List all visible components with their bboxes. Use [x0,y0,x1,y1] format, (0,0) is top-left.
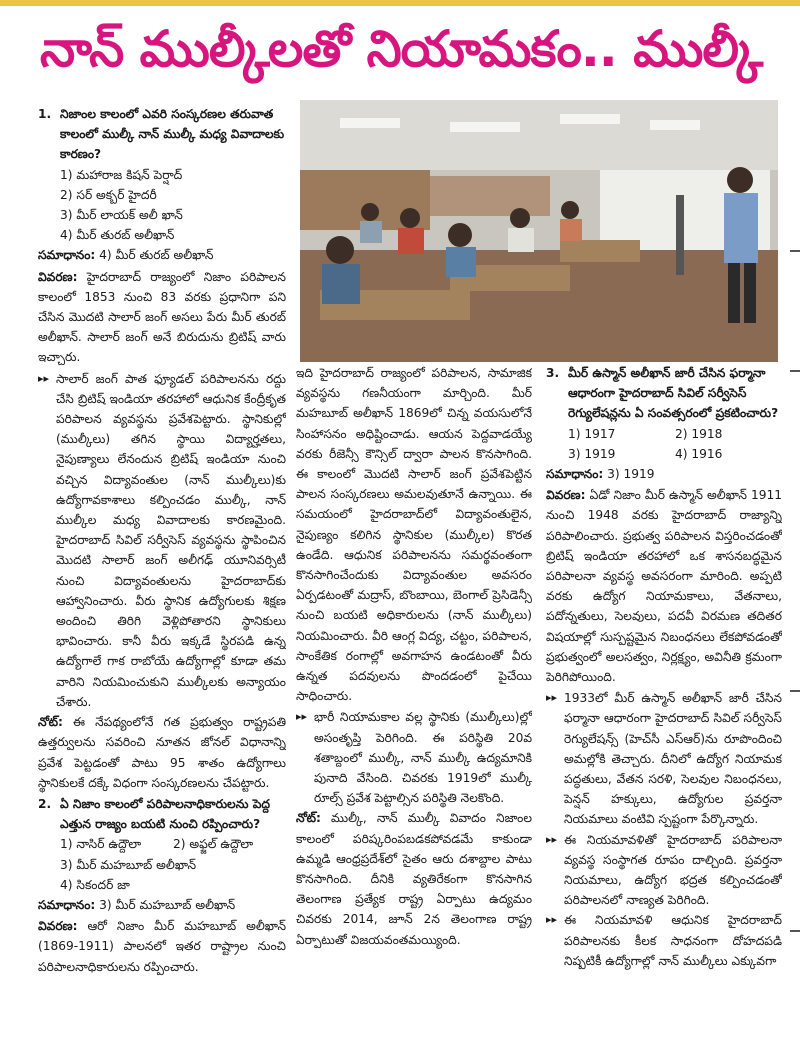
edge-mark [790,930,800,932]
answer-text: 4) మీర్ తురబ్ అలీఖాన్ [99,248,214,263]
question-number: 3. [546,366,560,380]
paragraph: ఇది హైదరాబాద్ రాజ్యంలో పరిపాలన, సామాజిక వ్యవస్థను గణనీయంగా మార్చింది. మీర్ మహబూబ్ అలీఖాన్ 1869లో చిన్న వయసులోనే సింహాసనం అధిష్టించాడు. ఆయన పెద్దవాడయ్యే వరకు రీజెన్సీ కౌన్సిల్ ద్వారా పాలన కొనసాగింది. ఈ కాలంలో మొదటి సాలార్ జంగ్ ప్రవేశపెట్టిన పాలన సంస్కరణలు అమలవుతూనే ఉన్నాయి. ఈ సమయంలో హైదరాబాద్‌లో విద్యావంతులైన, నైపుణ్యం కలిగిన స్థానికుల (ముల్కీల) కొరత ఉండేది. ఆధునిక పరిపాలనను సమర్థవంతంగా కొనసాగించేందుకు విద్యావంతుల అవసరం ఏర్పడటంతో మద్రాస్, బొంబాయి, బెంగాల్ ప్రెసిడెన్సీ నుంచి బయటి అధికారులను (నాన్ ముల్కీలు) నియమించారు. వీరి ఆంగ్ల విద్య, చట్టం, పరిపాలన, సాంకేతిక రంగాల్లో అవగాహన ఉండటంతో వీరు ఉన్నత పదవులను పొందడంలో పైచేయి సాధించారు. [296,366,532,704]
note [38,712,286,793]
page-headline: నాన్ ముల్కీలతో నియామకం.. ముల్కీ [40,20,763,78]
answer-label: సమాధానం: [546,467,604,482]
page-edge-strip [786,100,800,1034]
options-row [546,424,782,444]
bullet-text: సాలార్ జంగ్ పాత ఫ్యూడల్ పరిపాలనను రద్దు చేసి బ్రిటిష్ ఇండియా తరహాలో ఆధునిక కేంద్రీకృత పరిపాలన వ్యవస్థను ప్రవేశపెట్టారు. స్థానికుల్లో (ముల్కీలు) తగిన స్థాయి విద్యార్హతలు, నైపుణ్యాలు లేనందున బ్రిటిష్ ఇండియా నుంచి వచ్చిన విద్యావంతుల (నాన్ ముల్కీలు)కు ఉద్యోగావకాశాలు కల్పించడం ముల్కీ, నాన్ ముల్కీల మధ్య వివాదాలకు కారణమైంది. హైదరాబాద్ సివిల్ సర్వీసెస్ వ్యవస్థను స్థాపించిన మొదటి సాలార్ జంగ్ అలీగఢ్ యూనివర్సిటీ నుంచి విద్యావంతులను హైదరాబాద్‌కు ఆహ్వానించారు. వీరు స్థానిక ఉద్యోగులకు శిక్షణ అందించి తిరిగి వెళ్లిపోతారని స్థానికులు భావించారు. కానీ వీరు ఇక్కడే స్థిరపడి ఉన్న ఉద్యోగాలే గాక రాబోయే ఉద్యోగాల్లో కూడా తమ వారిని నియమించుకుని ముల్కీలకు అన్యాయం చేశారు. [56,371,286,709]
bullet-text: ఈ నియమావళి ఆధునిక హైదరాబాద్ పరిపాలనకు కీలక సాధనంగా దోహదపడి నిష్పటికీ ఉద్యోగాల్లో నాన్ ముల్కీలు ఎక్కువగా [564,913,782,968]
option-2: 2) అఫ్జల్ ఉద్దౌలా [173,837,254,852]
question-number: 2. [38,796,52,811]
question-text: ఏ నిజాం కాలంలో పరిపాలనాధికారులను పెద్ద ఎత్తున రాజ్యం బయటి నుంచి రప్పించారు? [60,796,270,832]
option-4: 4) 1916 [675,446,723,461]
question-1 [38,104,286,165]
option-1: 1) 1917 [568,426,616,441]
bullet-text: ఈ నియమావళితో హైదరాబాద్ పరిపాలనా వ్యవస్థ సంస్థాగత రూపం దాల్చింది. ప్రవర్తనా నియమాలు, ఉద్యోగ భద్రత కల్పించడంతో పరిపాలనలో నాణ్యత పెరిగింది. [564,832,782,908]
edge-mark [790,370,800,372]
answer-line [38,245,286,265]
bullet-paragraph [38,369,286,712]
column-1 [38,104,286,1034]
classroom-photo [300,100,778,362]
question-3 [546,363,782,424]
explanation-label: వివరణ: [38,919,78,934]
question-text: మీర్ ఉస్మాన్ అలీఖాన్ జారీ చేసిన ఫర్మానా ఆధారంగా హైదరాబాద్ సివిల్ సర్వీసెస్ రెగ్యులేషన్లను ఏ సంవత్సరంలో ప్రకటించారు? [568,366,779,421]
explanation-label: వివరణ: [38,269,78,284]
answer-label: సమాధానం: [38,248,96,263]
answer-text: 3) 1919 [607,467,655,482]
question-text: నిజాంల కాలంలో ఎవరి సంస్కరణల తరువాత కాలంలో ముల్కీ నాన్ ముల్కీ మధ్య వివాదాలకు కారణం? [60,107,285,162]
explanation-text: ఆరో నిజాం మీర్ మహబూబ్ అలీఖాన్ (1869-1911) పాలనలో ఇతర రాష్ట్రాల నుంచి పరిపాలనాధికారులను రప్పించారు. [38,919,286,974]
note-label: నోట్: [38,715,63,730]
option-3: 3) మీర్ మహబూబ్ అలీఖాన్ [60,857,197,872]
column-2 [296,363,532,1034]
explanation-text: హైదరాబాద్ రాజ్యంలో నిజాం పరిపాలన కాలంలో 1853 నుంచి 83 వరకు ప్రధానిగా పని చేసిన మొదటి సాలార్ జంగ్ అసలు పేరు మీర్ తురబ్ అలీఖాన్. సాలార్ జంగ్ అనే బిరుదును బ్రిటిష్ వారు ఇచ్చారు. [38,269,286,365]
note-text: ముల్కీ, నాన్ ముల్కీ వివాదం నిజాంల కాలంలో పరిష్కరింపబడకపోవడమే కాకుండా ఉమ్మడి ఆంధ్రప్రదేశ్‌లో సైతం ఆరు దశాబ్దాల పాటు కొనసాగింది. దీనికి వ్యతిరేకంగా కొనసాగిన తెలంగాణ ప్రత్యేక రాష్ట్ర ఏర్పాటు ఉద్యమం చివరకు 2014, జూన్ 2న తెలంగాణ రాష్ట్ర ఏర్పాటుతో విజయవంతమయ్యింది. [296,811,532,947]
option-1: 1) నాసిర్ ఉద్దౌలా [60,837,142,852]
option-1: 1) మహారాజ కిషన్ పెర్షాద్ [60,167,183,182]
double-arrow-icon: ▸▸ [38,371,50,385]
option-2: 2) సర్ అక్బర్ హైదరీ [60,187,157,202]
option-3: 3) 1919 [568,446,616,461]
bullet-paragraph [296,707,532,808]
explanation [546,485,782,687]
bullet-text: భారీ నియామకాల వల్ల స్థానికు (ముల్కీలు)ల్లో అసంతృప్తి పెరిగింది. ఈ పరిస్థితి 20వ శతాబ్దంలో ముల్కీ, నాన్ ముల్కీ ఉద్యమానికి పునాది వేసింది. చివరకు 1919లో ముల్కీ రూల్స్ ప్రవేశ పెట్టాల్సిన పరిస్థితి నెలకొంది. [314,710,532,806]
explanation-text: ఏడో నిజాం మీర్ ఉస్మాన్ అలీఖాన్ 1911 నుంచి 1948 వరకు హైదరాబాద్ రాజ్యాన్ని పరిపాలించారు. ప్రభుత్వ పరిపాలన విస్తరించడంతో బ్రిటిష్ ఇండియా తరహాలో ఒక శాసనబద్ధమైన పరిపాలనా వ్యవస్థ అవసరంగా మారింది. అప్పటి వరకు ఉద్యోగ నియామకాలు, వేతనాలు, పదోన్నతులు, సెలవులు, పదవీ విరమణ తదితర విషయాల్లో సుస్పష్టమైన నిబంధనలు లేకపోవడంతో ప్రభుత్వంలో అలసత్వం, నిర్లక్ష్యం, అవినీతి క్రమంగా పెరిగిపోయింది. [546,488,782,685]
edge-mark [790,690,800,692]
top-color-bar [0,0,800,6]
bullet-text: 1933లో మీర్ ఉస్మాన్ అలీఖాన్ జారీ చేసిన ఫర్మానా ఆధారంగా హైదరాబాద్ సివిల్ సర్వీసెస్ రెగ్యులేషన్స్ (హెచ్‌సీ ఎస్ఆర్)ను రూపొందించి అమల్లోకి తెచ్చారు. దీనిలో ఉద్యోగ నియామక పద్ధతులు, వేతన సరళి, సెలవుల నిబంధనలు, పెన్షన్ హక్కులు, ఉద్యోగుల ప్రవర్తనా నియమాలు వంటివి స్పష్టంగా పేర్కొన్నారు. [564,691,782,827]
option-4: 4) మీర్ తురబ్ అలీఖాన్ [60,228,175,243]
question-2 [38,794,286,834]
double-arrow-icon: ▸▸ [546,832,558,846]
options-row [546,444,782,464]
question-number: 1. [38,107,52,121]
explanation-label: వివరణ: [546,488,586,503]
note-label: నోట్: [296,811,321,826]
column-3 [546,363,782,1034]
note [296,808,532,949]
bullet-paragraph [546,688,782,829]
option-2: 2) 1918 [675,426,723,441]
option-3: 3) మీర్ లాయక్ అలీ ఖాన్ [60,208,183,223]
note-text: ఈ నేపథ్యంలోనే గత ప్రభుత్వం రాష్ట్రపతి ఉత్తర్వులను సవరించి నూతన జోనల్ విధానాన్ని ప్రవేశ పెట్టడంతో పాటు 95 శాతం ఉద్యోగాలు స్థానికులకే దక్కే విధంగా సంస్కరణలను చేపట్టారు. [38,715,286,790]
double-arrow-icon: ▸▸ [546,691,558,705]
classroom-photo-icon [300,100,778,362]
bullet-paragraph [546,910,782,971]
explanation [38,267,286,368]
double-arrow-icon: ▸▸ [546,913,558,927]
explanation [38,916,286,977]
double-arrow-icon: ▸▸ [296,710,308,724]
edge-mark [790,250,800,252]
answer-line [546,464,782,484]
bullet-paragraph [546,830,782,911]
option-4: 4) సికందర్ జా [60,877,130,892]
answer-line [38,895,286,915]
answer-text: 3) మీర్ మహబూబ్ అలీఖాన్ [99,897,236,912]
answer-label: సమాధానం: [38,897,96,912]
options-row [38,834,286,854]
